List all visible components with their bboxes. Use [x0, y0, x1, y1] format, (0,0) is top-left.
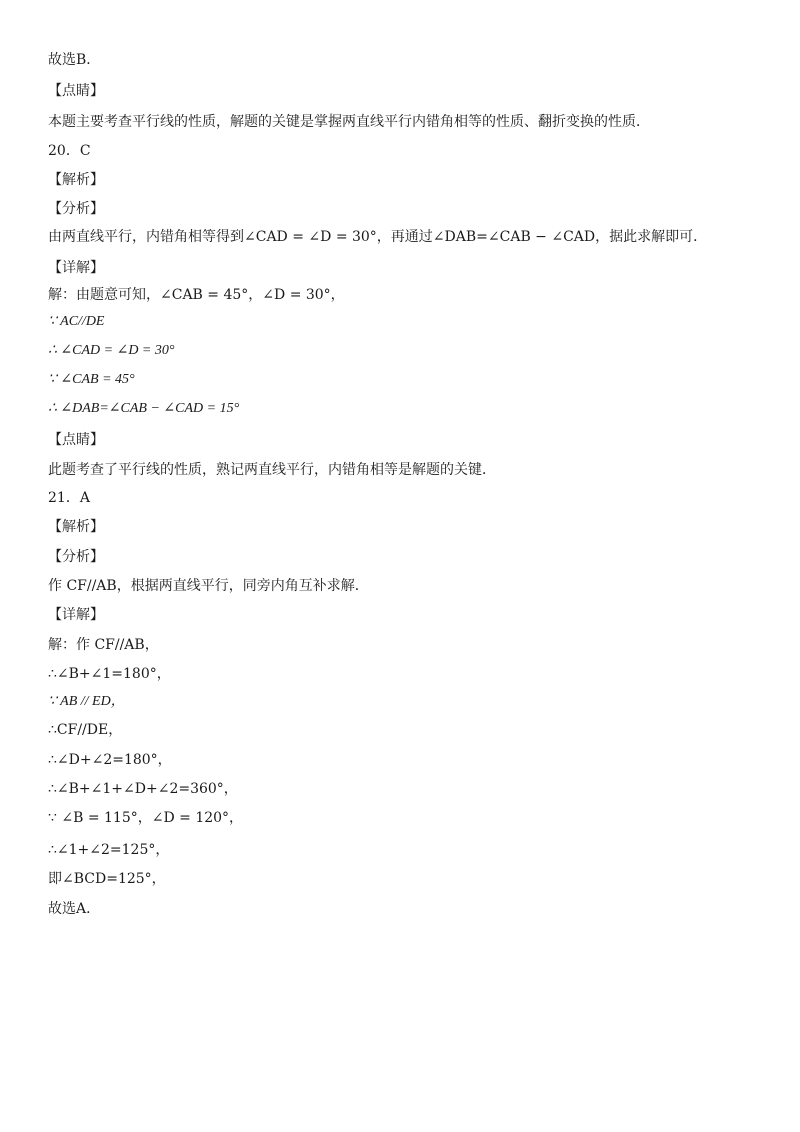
- q20-fenxi: 由两直线平行，内错角相等得到∠CAD = ∠D = 30°，再通过∠DAB=∠CAB − ∠CAD，据此求解即可．: [48, 229, 708, 245]
- q21-step-8: ∴∠1+∠2=125°，: [48, 842, 170, 858]
- q21-step-7: ∵ ∠B = 115°，∠D = 120°，: [48, 810, 244, 826]
- q21-step-10: 故选A．: [48, 901, 101, 917]
- q20-analysis-heading: 【解析】: [48, 172, 104, 188]
- q20-detail-heading: 【详解】: [48, 260, 104, 276]
- q20-comment-heading: 【点睛】: [48, 432, 104, 448]
- q20-step-4: ∵ ∠CAB = 45°: [48, 372, 135, 387]
- q20-step-5: ∴ ∠DAB=∠CAB − ∠CAD = 15°: [48, 401, 240, 416]
- q21-fenxi-heading: 【分析】: [48, 549, 104, 565]
- q21-step-3: ∵ AB // ED，: [48, 694, 125, 709]
- q21-fenxi: 作 CF//AB，根据两直线平行，同旁内角互补求解．: [48, 578, 369, 594]
- q20-comment: 此题考查了平行线的性质，熟记两直线平行，内错角相等是解题的关键．: [48, 462, 496, 478]
- q20-step-2: ∵ AC//DE: [48, 314, 105, 329]
- q21-step-2: ∴∠B+∠1=180°，: [48, 666, 171, 682]
- q20-number: 20．C: [48, 143, 91, 159]
- q20-step-3: ∴ ∠CAD = ∠D = 30°: [48, 343, 175, 358]
- q21-analysis-heading: 【解析】: [48, 519, 104, 535]
- q19-comment: 本题主要考查平行线的性质，解题的关键是掌握两直线平行内错角相等的性质、翻折变换的性质．: [48, 114, 650, 130]
- q20-fenxi-heading: 【分析】: [48, 201, 104, 217]
- q21-step-4: ∴CF//DE，: [48, 722, 123, 738]
- q21-step-1: 解：作 CF//AB，: [48, 637, 159, 653]
- q21-step-5: ∴∠D+∠2=180°，: [48, 752, 172, 768]
- q20-step-1: 解：由题意可知，∠CAB = 45°，∠D = 30°，: [48, 287, 345, 303]
- q21-detail-heading: 【详解】: [48, 607, 104, 623]
- q21-step-9: 即∠BCD=125°，: [48, 871, 166, 887]
- q19-conclusion: 故选B．: [48, 52, 101, 68]
- q21-step-6: ∴∠B+∠1+∠D+∠2=360°，: [48, 781, 238, 797]
- q19-comment-heading: 【点睛】: [48, 83, 104, 99]
- q21-number: 21．A: [48, 490, 90, 506]
